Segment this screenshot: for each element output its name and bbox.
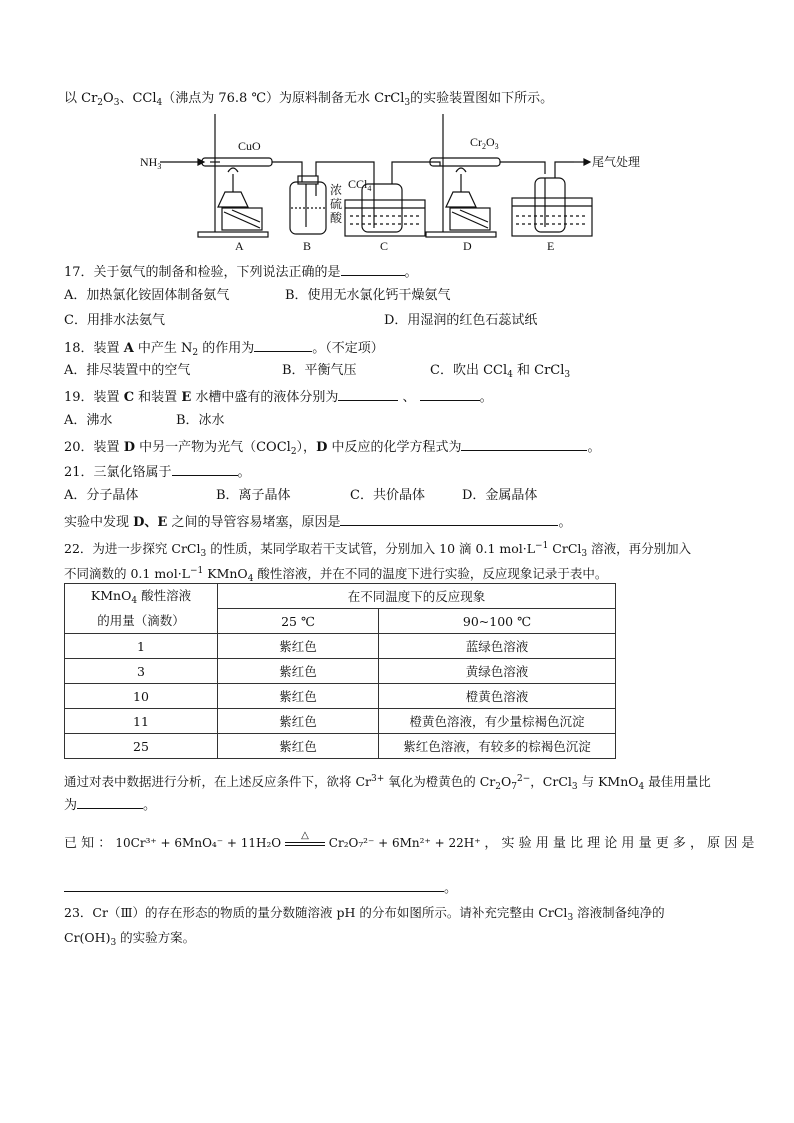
q20-stem: 20．装置 D 中另一产物为光气（COCl$_2$），D 中反应的化学方程式为 。 — [64, 437, 601, 461]
header-temp-25: 25 ℃ — [218, 609, 379, 634]
table-row: 10 紫红色 橙黄色溶液 — [65, 684, 616, 709]
acid-label-3: 酸 — [330, 211, 343, 225]
q22-ratio-blank[interactable] — [77, 795, 143, 809]
bath-e — [512, 198, 592, 236]
results-table — [64, 583, 616, 759]
tail-gas-label: 尾气处理 — [592, 155, 641, 169]
q17-stem: 17．关于氨气的制备和检验，下列说法正确的是 。 — [64, 262, 418, 282]
label-c: C — [380, 239, 389, 253]
cuo-label: CuO — [238, 139, 261, 153]
q20-blank[interactable] — [461, 437, 587, 451]
header-phenomena: 在不同温度下的反应现象 — [218, 584, 616, 609]
q19-blank-2[interactable] — [420, 387, 480, 401]
intro-text: 以 $Cr_2O_3$、CCl$_4$（沸点为 76.8 ℃）为原料制备无水 CrCl$_3$的实验装置图如下所示。 — [64, 91, 554, 108]
q21-note: 实验中发现 D、E 之间的导管容易堵塞，原因是 。 — [64, 512, 571, 532]
acid-label-1: 浓 — [330, 183, 343, 197]
table-row: 25 紫红色 紫红色溶液，有较多的棕褐色沉淀 — [65, 734, 616, 759]
q19-blank-1[interactable] — [338, 387, 398, 401]
q17-option-b: B．使用无水氯化钙干燥氨气 — [285, 288, 451, 303]
label-d: D — [463, 239, 472, 253]
reaction-equation: 10Cr³⁺ + 6MnO₄⁻ + 11H₂O △ Cr₂O₇²⁻ + 6Mn²⁺ + 22H⁺ — [115, 829, 481, 850]
header-temp-90: 90~100 ℃ — [379, 609, 616, 634]
label-e: E — [547, 239, 555, 253]
nh3-label: $NH_3$ — [140, 155, 162, 171]
q18-option-b: B．平衡气压 — [282, 363, 357, 378]
q19-option-b: B．冰水 — [176, 413, 225, 428]
lamp-a — [218, 192, 248, 207]
q22-line-2: 不同滴数的 0.1 $mol\cdot L^{-1}$ KMnO$_4$ 酸性溶液，并在不同的温度下进行实验，反应现象记录于表中。 — [64, 566, 608, 584]
lamp-d — [446, 192, 476, 207]
q21-note-blank[interactable] — [340, 512, 558, 526]
q21-option-c: C．共价晶体 — [350, 488, 425, 503]
table-row: 3 紫红色 黄绿色溶液 — [65, 659, 616, 684]
table-row: 11 紫红色 橙黄色溶液，有少量棕褐色沉淀 — [65, 709, 616, 734]
q21-stem: 21．三氯化铬属于 。 — [64, 462, 251, 482]
q17-option-c: C．用排水法氨气 — [64, 313, 165, 328]
stand-a-base — [198, 232, 268, 237]
q21-blank[interactable] — [172, 462, 238, 476]
acid-label-2: 硫 — [330, 197, 343, 211]
q21-option-d: D．金属晶体 — [462, 488, 538, 503]
ccl4-label: CCl$_4$ — [348, 177, 372, 193]
q19-option-a: A．沸水 — [64, 413, 113, 428]
header-amount: KMnO$_4$ 酸性溶液 的用量（滴数） — [65, 584, 218, 634]
q18-option-c: C．吹出 CCl$_4$ 和 CrCl$_3$ — [430, 363, 571, 380]
label-a: A — [235, 239, 244, 253]
cr2o3-label: $Cr_2O_3$ — [470, 135, 499, 151]
q23-line-1: 23．Cr（Ⅲ）的存在形态的物质的量分数随溶液 pH 的分布如图所示。请补充完整由 CrCl$_3$ 溶液制备纯净的 — [64, 905, 665, 923]
q17-option-d: D．用湿润的红色石蕊试纸 — [384, 313, 538, 328]
table-row: 1 紫红色 蓝绿色溶液 — [65, 634, 616, 659]
q22-known-equation: 已 知 ： 10Cr³⁺ + 6MnO₄⁻ + 11H₂O △ Cr₂O₇²⁻ + 6Mn²⁺ + 22H⁺ ， 实 验 用 量 比 理 论 用 量 更 多 ， 原 因 是 — [64, 829, 755, 851]
label-b: B — [303, 239, 312, 253]
q17-blank[interactable] — [341, 262, 405, 276]
q18-stem: 18．装置 A 中产生 $N_2$ 的作用为 。（不定项） — [64, 338, 384, 362]
q22-analysis-2: 为 。 — [64, 795, 156, 815]
apparatus-diagram — [140, 112, 660, 254]
q22-line-1: 22．为进一步探究 CrCl$_3$ 的性质，某同学取若干支试管，分别加入 10 滴 0.1 $mol\cdot L^{-1}$ CrCl$_3$ 溶液，再分别加入 — [64, 541, 692, 559]
q17-option-a: A．加热氯化铵固体制备氨气 — [64, 288, 230, 303]
q18-option-a: A．排尽装置中的空气 — [64, 363, 191, 378]
q18-blank[interactable] — [254, 338, 312, 352]
bath-c — [345, 200, 425, 236]
q22-reason-blank[interactable] — [64, 878, 444, 892]
q21-option-a: A．分子晶体 — [64, 488, 139, 503]
q22-reason-line: 。 — [64, 878, 457, 898]
q22-analysis-1: 通过对表中数据进行分析，在上述反应条件下，欲将 $Cr^{3+}$ 氧化为橙黄色的 $Cr_2O_7^{2-}$，CrCl$_3$ 与 KMnO$_4$ 最佳用量比 — [64, 774, 711, 792]
q21-option-b: B．离子晶体 — [216, 488, 291, 503]
q23-line-2: $Cr(OH)_3$ 的实验方案。 — [64, 930, 196, 948]
q19-stem: 19．装置 C 和装置 E 水槽中盛有的液体分别为 、 。 — [64, 387, 493, 407]
